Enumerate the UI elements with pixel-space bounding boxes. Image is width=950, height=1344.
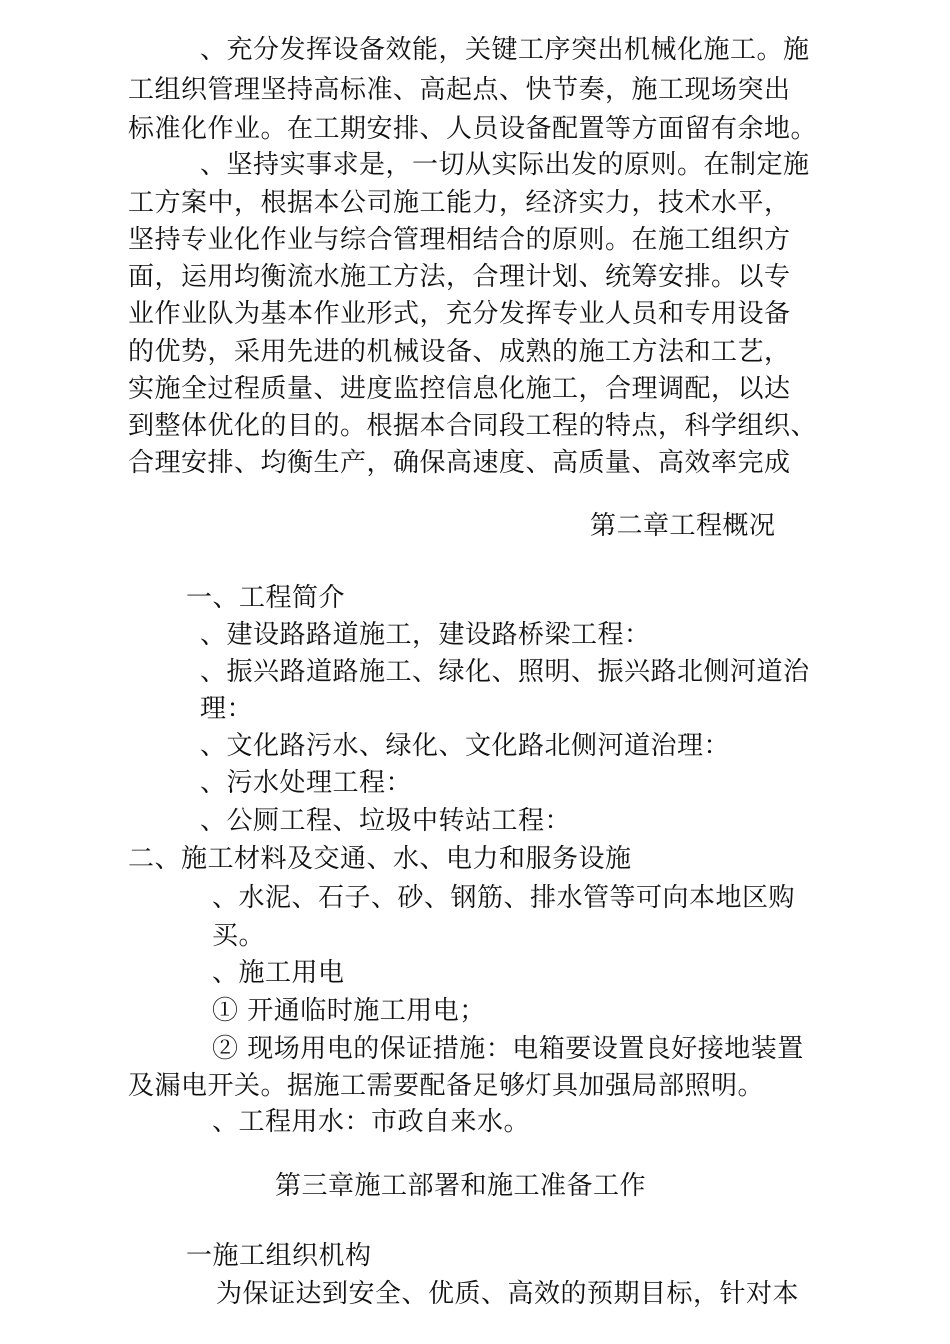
chapter2-power-item: ② 现场用电的保证措施：电箱要设置良好接地装置 bbox=[212, 1034, 804, 1064]
chapter2-materials-line: 、水泥、石子、砂、钢筋、排水管等可向本地区购 bbox=[212, 883, 796, 913]
chapter3-section1-heading: 一施工组织机构 bbox=[186, 1241, 372, 1271]
chapter2-water: 、工程用水：市政自来水。 bbox=[212, 1107, 531, 1137]
intro-para2-line: 、坚持实事求是，一切从实际出发的原则。在制定施 bbox=[200, 150, 810, 180]
chapter2-section1-item: 理： bbox=[200, 694, 254, 724]
intro-para2-line: 的优势，采用先进的机械设备、成熟的施工方法和工艺， bbox=[128, 337, 791, 367]
chapter2-section1-item: 、建设路路道施工，建设路桥梁工程： bbox=[200, 620, 651, 650]
chapter2-section1-item: 、文化路污水、绿化、文化路北侧河道治理： bbox=[200, 731, 731, 761]
chapter2-section1-item: 、污水处理工程： bbox=[200, 768, 413, 798]
chapter2-materials-line: 买。 bbox=[212, 921, 266, 951]
chapter2-power-heading: 、施工用电 bbox=[212, 958, 345, 988]
chapter3-title: 第三章施工部署和施工准备工作 bbox=[275, 1171, 647, 1201]
intro-para2-line: 到整体优化的目的。根据本合同段工程的特点，科学组织、 bbox=[128, 411, 818, 441]
intro-para2-line: 工方案中，根据本公司施工能力，经济实力，技术水平， bbox=[128, 188, 791, 218]
intro-para1-line: 工组织管理坚持高标准、高起点、快节奏，施工现场突出 bbox=[128, 75, 791, 105]
intro-para2-line: 坚持专业化作业与综合管理相结合的原则。在施工组织方 bbox=[128, 225, 791, 255]
intro-para2-line: 合理安排、均衡生产，确保高速度、高质量、高效率完成 bbox=[128, 448, 791, 478]
intro-para2-line: 实施全过程质量、进度监控信息化施工，合理调配，以达 bbox=[128, 374, 791, 404]
intro-para2-line: 面，运用均衡流水施工方法，合理计划、统筹安排。以专 bbox=[128, 262, 791, 292]
intro-para1-line: 、充分发挥设备效能，关键工序突出机械化施工。施 bbox=[200, 35, 810, 65]
chapter2-section1-heading: 一、工程简介 bbox=[186, 583, 346, 613]
chapter2-title: 第二章工程概况 bbox=[590, 511, 776, 541]
chapter3-section1-text: 为保证达到安全、优质、高效的预期目标，针对本 bbox=[216, 1279, 800, 1309]
intro-para1-line: 标准化作业。在工期安排、人员设备配置等方面留有余地。 bbox=[128, 114, 818, 144]
chapter2-power-item-cont: 及漏电开关。据施工需要配备足够灯具加强局部照明。 bbox=[128, 1071, 765, 1101]
intro-para2-line: 业作业队为基本作业形式，充分发挥专业人员和专用设备 bbox=[128, 299, 791, 329]
chapter2-section2-heading: 二、施工材料及交通、水、电力和服务设施 bbox=[128, 844, 632, 874]
chapter2-section1-item: 、振兴路道路施工、绿化、照明、振兴路北侧河道治 bbox=[200, 657, 810, 687]
chapter2-section1-item: 、公厕工程、垃圾中转站工程： bbox=[200, 806, 572, 836]
chapter2-power-item: ① 开通临时施工用电； bbox=[212, 996, 486, 1026]
